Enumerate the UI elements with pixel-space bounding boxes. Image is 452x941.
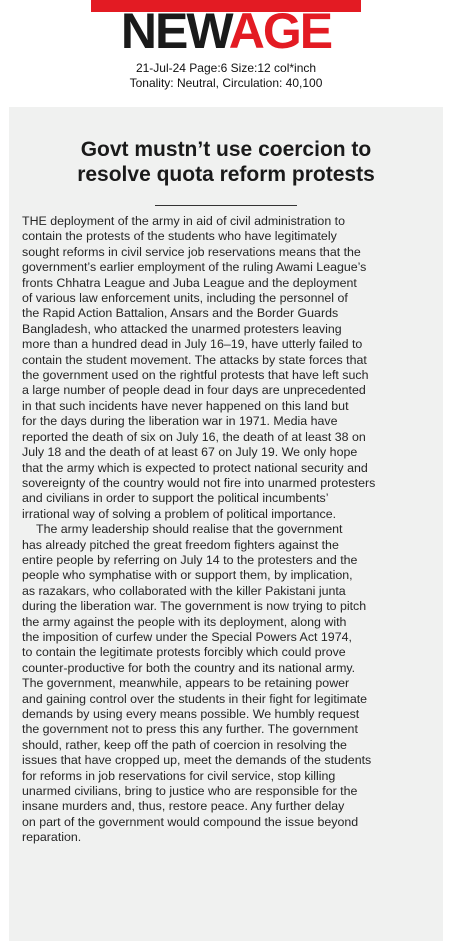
article-body-line: unarmed civilians, bring to justice who are responsible for the [22, 784, 358, 799]
article-body-line: The government, meanwhile, appears to be retaining power [22, 676, 350, 691]
article-body-line: on part of the government would compound the issue beyond [22, 814, 359, 829]
article-body-line: for the days during the liberation war in 1971. Media have [22, 414, 338, 429]
article-body-line: should, rather, keep off the path of coercion in resolving the [22, 737, 347, 752]
article-body-line: and gaining control over the students in their fight for legitimate [22, 691, 368, 706]
article-body-line: sought reforms in civil service job reservations means that the [22, 244, 361, 259]
article-body-line: to contain the legitimate protests forcibly which could prove [22, 645, 346, 660]
headline-line: Govt mustn’t use coercion to [80, 138, 372, 161]
article-body-line: of various law enforcement units, including the personnel of [22, 291, 348, 306]
clipping-date-page-size: 21-Jul-24 Page:6 Size:12 col*inch [135, 61, 317, 75]
logo-age-text: AGE [228, 3, 332, 57]
newage-logo [91, 3, 361, 57]
article-body [22, 214, 436, 846]
article-body-line: contain the protests of the students who have legitimately [22, 229, 337, 244]
logo-new-text: NEW [120, 3, 229, 57]
article-body-line: has already pitched the great freedom fighters against the [22, 537, 339, 552]
article-body-line: fronts Chhatra League and Juba League and the deployment [22, 275, 357, 290]
article-body-line: the Rapid Action Battalion, Ansars and the Border Guards [22, 306, 339, 321]
article-body-line: Bangladesh, who attacked the unarmed protesters leaving [22, 321, 342, 336]
article-body-line: in that such incidents have never happened on this land but [22, 398, 349, 413]
article-body-line: during the liberation war. The government is now trying to pitch [22, 599, 367, 614]
article-body-line: demands by using every means possible. We humbly request [22, 707, 360, 721]
article-body-line: the imposition of curfew under the Special Powers Act 1974, [22, 629, 352, 644]
article-body-line: the army against the people with its deployment, along with [22, 614, 347, 629]
headline-line: resolve quota reform protests [77, 163, 375, 186]
headline-divider [155, 205, 297, 206]
article-body-line: people who symphatise with or support them, by implication, [22, 568, 353, 583]
article-body-line: issues that have cropped up, meet the demands of the students [22, 753, 372, 768]
article-body-line: July 18 and the death of at least 67 on July 19. We only hope [22, 445, 358, 460]
article-body-line: a large number of people dead in four days are unprecedented [22, 383, 366, 398]
editorial-article [9, 107, 443, 941]
newspaper-masthead [91, 0, 361, 57]
article-body-line: more than a hundred dead in July 16–19, have utterly failed to [22, 337, 363, 352]
article-body-line: sovereignty of the country would not fire into unarmed protesters [22, 475, 376, 490]
article-body-line: irrational way of solving a problem of political importance. [22, 506, 337, 521]
article-body-line: reported the death of six on July 16, the death of at least 38 on [22, 429, 366, 444]
article-body-line: that the army which is expected to protect national security and [22, 460, 368, 475]
article-body-line: THE deployment of the army in aid of civil administration to [22, 214, 345, 228]
article-body-line: The army leadership should realise that the government [36, 522, 343, 537]
clipping-tonality-circulation: Tonality: Neutral, Circulation: 40,100 [129, 76, 323, 90]
article-body-line: entire people by referring on July 14 to the protesters and the [22, 552, 358, 567]
article-body-line: government’s earlier employment of the ruling Awami League’s [22, 260, 367, 275]
article-body-line: and civilians in order to support the political incumbents’ [22, 491, 329, 506]
article-body-line: counter-productive for both the country and its national army. [22, 660, 356, 675]
article-body-line: for reforms in job reservations for civil service, stop killing [22, 768, 336, 783]
article-body-line: as razakars, who collaborated with the killer Pakistani junta [22, 583, 346, 598]
article-body-line: insane murders and, thus, restore peace. Any further delay [22, 799, 345, 814]
article-body-line: the government not to press this any further. The government [22, 722, 358, 737]
article-headline [9, 137, 443, 187]
article-body-line: contain the student movement. The attacks by state forces that [22, 352, 367, 367]
article-body-line: reparation. [22, 830, 82, 845]
article-body-line: the government used on the rightful protests that have left such [22, 368, 369, 383]
